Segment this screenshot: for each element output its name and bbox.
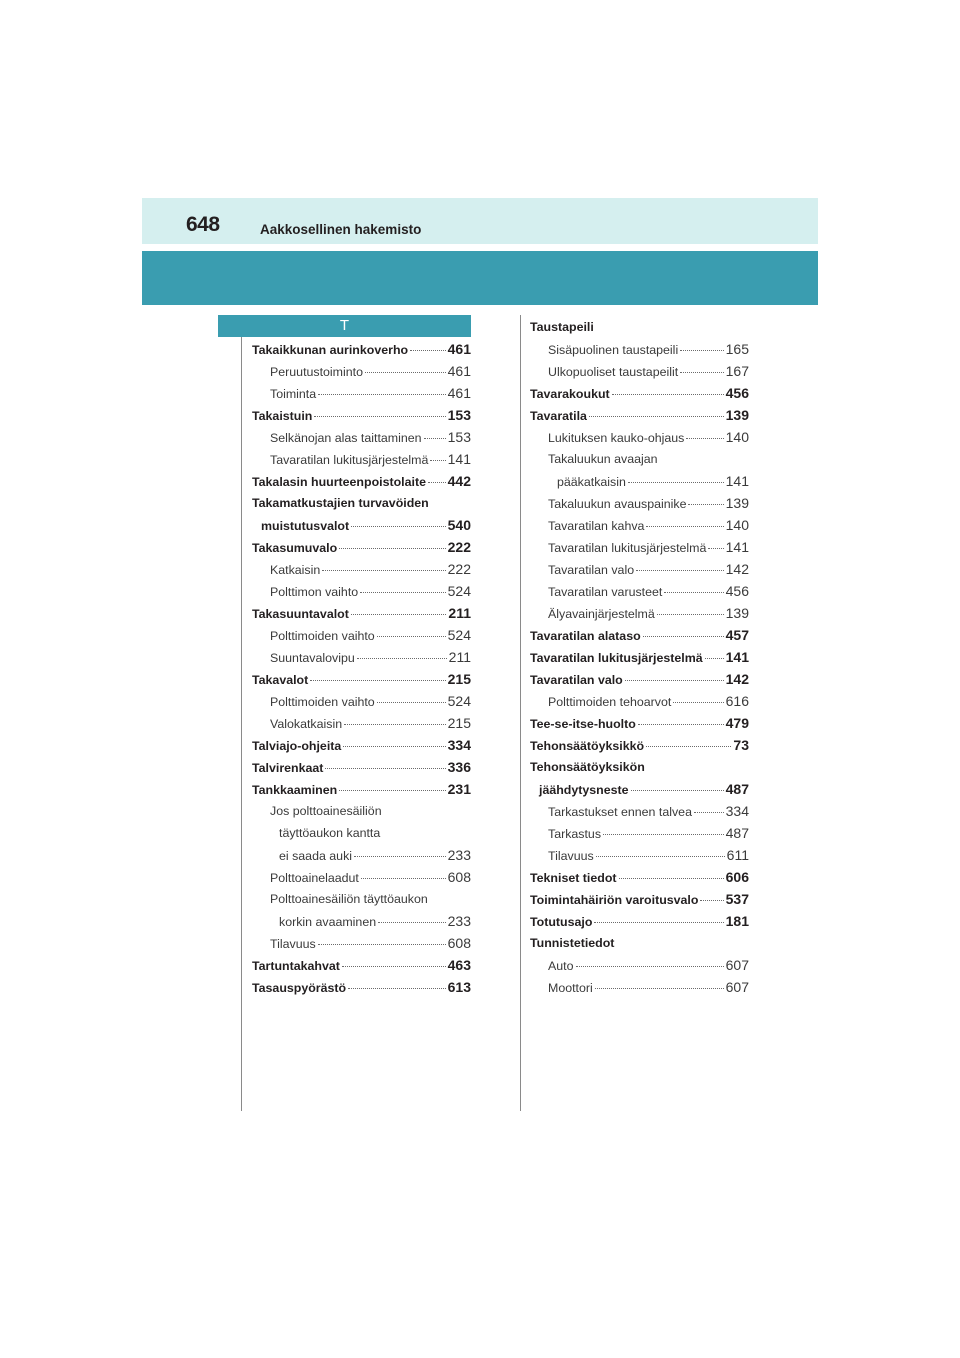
index-entry-page: 540: [447, 517, 471, 533]
index-entry-label: Taustapeili: [530, 320, 594, 334]
index-entry-page: 233: [447, 913, 471, 929]
leader-dots: [589, 416, 724, 417]
index-entry-label: Tunnistetiedot: [530, 936, 615, 950]
index-entry-page: 334: [725, 803, 749, 819]
leader-dots: [664, 592, 723, 593]
leader-dots: [342, 966, 446, 967]
index-entry-label: Tavaratilan alataso: [530, 629, 641, 643]
index-entry-page: 463: [447, 957, 471, 973]
index-entry-page: 141: [447, 451, 471, 467]
index-entry-label: Polttimon vaihto: [270, 585, 359, 599]
page-number: 648: [186, 213, 220, 236]
index-entry: [252, 580, 471, 602]
index-entry: [530, 822, 749, 844]
index-entry-label: Tehonsäätöyksikkö: [530, 739, 645, 753]
index-entry-page: 608: [447, 935, 471, 951]
index-entry-page: 456: [725, 583, 749, 599]
index-entry: [252, 448, 471, 470]
index-entry-label: ei saada auki: [279, 849, 353, 863]
leader-dots: [378, 922, 446, 923]
leader-dots: [680, 350, 723, 351]
index-entry-page: 140: [725, 517, 749, 533]
index-entry: [252, 382, 471, 404]
index-entry-page: 524: [447, 583, 471, 599]
leader-dots: [625, 680, 724, 681]
index-entry-page: 215: [447, 715, 471, 731]
index-entry-page: 165: [725, 341, 749, 357]
leader-dots: [657, 614, 724, 615]
leader-dots: [339, 548, 445, 549]
index-entry: [530, 844, 749, 866]
leader-dots: [646, 746, 731, 747]
index-entry-label: Selkänojan alas taittaminen: [270, 431, 422, 445]
index-entry-page: 215: [447, 671, 471, 687]
index-entry-page: 456: [725, 385, 749, 401]
leader-dots: [344, 724, 446, 725]
index-entry-label: Tavaratilan valo: [548, 563, 635, 577]
index-entry-label: Takaikkunan aurinkoverho: [252, 343, 409, 357]
leader-dots: [365, 372, 446, 373]
index-entry-label: Toiminta: [270, 387, 317, 401]
index-entry-label: Tavaratilan valo: [530, 673, 623, 687]
index-entry-page: 524: [447, 627, 471, 643]
index-entry-label: Tartuntakahvat: [252, 959, 340, 973]
index-entry-label: Tavaratilan lukitusjärjestelmä: [548, 541, 707, 555]
header-band: [142, 198, 818, 244]
index-entry-label: Totutusajo: [530, 915, 593, 929]
index-entry-label: Tavaratila: [530, 409, 587, 423]
index-entry: [252, 624, 471, 646]
leader-dots: [314, 416, 445, 417]
index-entry-label: Takasuuntavalot: [252, 607, 349, 621]
index-entry: [252, 932, 471, 954]
index-entry-label: Toimintahäiriön varoitusvalo: [530, 893, 699, 907]
index-entry-label: Valokatkaisin: [270, 717, 343, 731]
leader-dots: [377, 636, 446, 637]
index-entry-page: 139: [725, 407, 749, 423]
leader-dots: [377, 702, 446, 703]
index-entry-page: 222: [447, 539, 471, 555]
index-entry-page: 613: [447, 979, 471, 995]
index-entry-label: Älyavainjärjestelmä: [548, 607, 655, 621]
leader-dots: [595, 988, 724, 989]
index-entry: [530, 888, 749, 910]
leader-dots: [318, 944, 446, 945]
left-index-column: [252, 338, 471, 998]
index-entry-page: 487: [725, 825, 749, 841]
index-entry: [252, 734, 471, 756]
leader-dots: [430, 460, 445, 461]
index-entry-label: Tekniset tiedot: [530, 871, 617, 885]
index-entry-page: 611: [726, 847, 749, 863]
index-entry-page: 211: [448, 605, 471, 621]
leader-dots: [322, 570, 445, 571]
leader-dots: [318, 394, 446, 395]
leader-dots: [343, 746, 445, 747]
index-entry: [530, 932, 749, 954]
index-entry: [252, 470, 471, 492]
index-entry: [252, 646, 471, 668]
index-entry: [530, 580, 749, 602]
leader-dots: [631, 790, 724, 791]
index-entry: [530, 976, 749, 998]
index-entry-page: 487: [725, 781, 749, 797]
leader-dots: [594, 922, 723, 923]
index-entry: [530, 316, 749, 338]
index-entry: [252, 800, 471, 822]
leader-dots: [603, 834, 724, 835]
index-entry: [530, 756, 749, 778]
index-entry: [252, 558, 471, 580]
index-entry-label: Talviajo-ohjeita: [252, 739, 342, 753]
index-entry-page: 142: [725, 671, 749, 687]
index-entry-label: Jos polttoainesäiliön: [270, 804, 382, 818]
leader-dots: [360, 592, 445, 593]
index-entry: [530, 910, 749, 932]
leader-dots: [673, 702, 723, 703]
leader-dots: [576, 966, 724, 967]
index-entry: [252, 778, 471, 800]
leader-dots: [688, 504, 723, 505]
index-entry: [530, 646, 749, 668]
index-entry: [252, 360, 471, 382]
leader-dots: [700, 900, 723, 901]
leader-dots: [694, 812, 724, 813]
index-entry-label: jäähdytysneste: [539, 783, 629, 797]
leader-dots: [705, 658, 724, 659]
index-entry-page: 457: [725, 627, 749, 643]
index-entry: [252, 426, 471, 448]
index-entry: [530, 954, 749, 976]
index-entry-page: 336: [447, 759, 471, 775]
index-entry: [252, 602, 471, 624]
index-entry-label: Tavaratilan lukitusjärjestelmä: [530, 651, 703, 665]
index-entry-label: Ulkopuoliset taustapeilit: [548, 365, 679, 379]
index-entry: [252, 910, 471, 932]
index-entry-page: 607: [725, 979, 749, 995]
leader-dots: [348, 988, 446, 989]
index-entry: [530, 448, 749, 470]
index-entry-label: Katkaisin: [270, 563, 321, 577]
index-entry-page: 139: [725, 495, 749, 511]
index-entry-label: Takamatkustajien turvavöiden: [252, 496, 429, 510]
leader-dots: [628, 482, 724, 483]
index-entry: [530, 690, 749, 712]
leader-dots: [638, 724, 724, 725]
index-entry-label: Auto: [548, 959, 574, 973]
index-entry-page: 167: [725, 363, 749, 379]
index-entry-page: 211: [448, 649, 471, 665]
index-entry-label: Tarkastukset ennen talvea: [548, 805, 692, 819]
index-entry-label: Peruutustoiminto: [270, 365, 363, 379]
index-entry-label: Sisäpuolinen taustapeili: [548, 343, 679, 357]
index-entry: [530, 734, 749, 756]
index-entry: [252, 404, 471, 426]
leader-dots: [619, 878, 724, 879]
leader-dots: [410, 350, 446, 351]
index-entry: [530, 404, 749, 426]
index-entry-page: 608: [447, 869, 471, 885]
index-entry-page: 139: [725, 605, 749, 621]
index-entry-label: Tavaratilan kahva: [548, 519, 645, 533]
index-entry-page: 222: [447, 561, 471, 577]
index-entry: [252, 844, 471, 866]
leader-dots: [708, 548, 723, 549]
leader-dots: [428, 482, 446, 483]
index-entry-label: Tehonsäätöyksikön: [530, 760, 645, 774]
index-entry-page: 181: [725, 913, 749, 929]
index-entry: [530, 492, 749, 514]
leader-dots: [351, 526, 446, 527]
index-entry: [530, 712, 749, 734]
leader-dots: [339, 790, 445, 791]
index-entry: [530, 382, 749, 404]
index-entry-label: Tasauspyörästö: [252, 981, 347, 995]
right-index-column: [530, 316, 749, 998]
index-entry-label: muistutusvalot: [261, 519, 350, 533]
index-entry: [252, 888, 471, 910]
index-entry-label: Suuntavalovipu: [270, 651, 355, 665]
index-entry: [252, 536, 471, 558]
index-entry-label: Takaluukun avaajan: [548, 452, 658, 466]
index-entry-label: Takaistuin: [252, 409, 313, 423]
leader-dots: [680, 372, 723, 373]
index-entry-label: Polttoainesäiliön täyttöaukon: [270, 892, 428, 906]
index-entry: [252, 822, 471, 844]
index-entry: [252, 756, 471, 778]
index-entry: [530, 602, 749, 624]
index-entry: [252, 492, 471, 514]
index-entry: [530, 426, 749, 448]
index-entry-page: 142: [725, 561, 749, 577]
index-entry-label: Polttimoiden vaihto: [270, 695, 375, 709]
index-entry-page: 141: [725, 649, 749, 665]
index-entry-page: 524: [447, 693, 471, 709]
index-entry-page: 334: [447, 737, 471, 753]
index-entry-page: 233: [447, 847, 471, 863]
index-entry-page: 73: [733, 737, 749, 753]
index-entry-label: Lukituksen kauko-ohjaus: [548, 431, 685, 445]
index-entry-page: 141: [725, 473, 749, 489]
index-entry: [530, 536, 749, 558]
index-entry-label: Tilavuus: [270, 937, 316, 951]
index-entry-label: Tankkaaminen: [252, 783, 338, 797]
leader-dots: [686, 438, 723, 439]
leader-dots: [325, 768, 445, 769]
index-entry: [530, 624, 749, 646]
index-entry-page: 537: [725, 891, 749, 907]
leader-dots: [596, 856, 725, 857]
index-entry-page: 141: [725, 539, 749, 555]
leader-dots: [646, 526, 723, 527]
index-entry-page: 607: [725, 957, 749, 973]
index-entry: [530, 338, 749, 360]
right-column-rule: [520, 315, 521, 1111]
index-entry-label: Polttimoiden vaihto: [270, 629, 375, 643]
index-entry: [530, 668, 749, 690]
section-letter: T: [218, 315, 471, 337]
index-entry: [252, 514, 471, 536]
index-entry: [530, 866, 749, 888]
index-entry-page: 479: [725, 715, 749, 731]
leader-dots: [424, 438, 446, 439]
index-entry: [530, 514, 749, 536]
index-entry: [252, 976, 471, 998]
index-entry-label: Tavarakoukut: [530, 387, 610, 401]
index-entry-label: Polttimoiden tehoarvot: [548, 695, 672, 709]
index-entry: [530, 800, 749, 822]
index-entry-label: Talvirenkaat: [252, 761, 324, 775]
index-entry-page: 461: [447, 363, 471, 379]
index-entry-page: 153: [447, 429, 471, 445]
index-entry: [252, 712, 471, 734]
index-entry-label: Tilavuus: [548, 849, 594, 863]
index-entry-label: Takavalot: [252, 673, 309, 687]
leader-dots: [310, 680, 445, 681]
index-entry-label: korkin avaaminen: [279, 915, 377, 929]
leader-dots: [354, 856, 446, 857]
index-entry-label: Tavaratilan lukitusjärjestelmä: [270, 453, 429, 467]
index-entry-label: täyttöaukon kantta: [279, 826, 381, 840]
index-entry-label: pääkatkaisin: [557, 475, 626, 489]
index-entry: [530, 778, 749, 800]
index-entry-page: 442: [447, 473, 471, 489]
index-entry: [252, 690, 471, 712]
index-entry: [252, 668, 471, 690]
index-entry: [252, 954, 471, 976]
index-entry-label: Takalasin huurteenpoistolaite: [252, 475, 426, 489]
leader-dots: [361, 878, 446, 879]
page-title: Aakkosellinen hakemisto: [260, 222, 422, 237]
index-entry-page: 606: [725, 869, 749, 885]
index-entry-page: 153: [447, 407, 471, 423]
index-entry-label: Tee-se-itse-huolto: [530, 717, 636, 731]
index-entry: [252, 338, 471, 360]
index-entry: [252, 866, 471, 888]
leader-dots: [643, 636, 724, 637]
index-entry-label: Tavaratilan varusteet: [548, 585, 663, 599]
index-entry-label: Moottori: [548, 981, 593, 995]
index-entry-page: 461: [447, 385, 471, 401]
index-entry-page: 461: [447, 341, 471, 357]
leader-dots: [636, 570, 724, 571]
left-column-rule: [241, 337, 242, 1111]
leader-dots: [357, 658, 447, 659]
index-entry-page: 616: [725, 693, 749, 709]
index-entry-label: Polttoainelaadut: [270, 871, 359, 885]
index-entry-label: Takasumuvalo: [252, 541, 338, 555]
index-entry: [530, 360, 749, 382]
index-entry-label: Takaluukun avauspainike: [548, 497, 687, 511]
leader-dots: [612, 394, 724, 395]
leader-dots: [351, 614, 447, 615]
section-band: [142, 251, 818, 305]
index-entry: [530, 558, 749, 580]
index-entry-page: 140: [725, 429, 749, 445]
index-entry-label: Tarkastus: [548, 827, 602, 841]
index-entry: [530, 470, 749, 492]
index-entry-page: 231: [447, 781, 471, 797]
